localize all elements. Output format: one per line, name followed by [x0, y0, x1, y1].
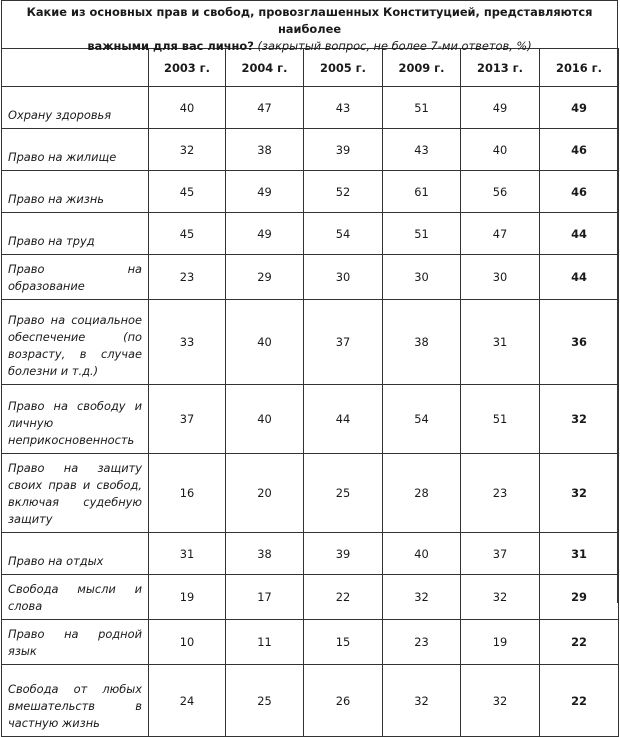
table-cell: 32 — [383, 575, 461, 620]
table-cell: 40 — [383, 533, 461, 575]
table-cell: 54 — [383, 385, 461, 454]
table-cell: 32 — [540, 454, 619, 533]
table-cell: 23 — [149, 255, 226, 300]
row-label: Право на образование — [2, 255, 149, 300]
row-label: Свобода от любых вмешательств в частную жизнь — [2, 665, 149, 737]
table-cell: 52 — [304, 171, 383, 213]
table-cell: 51 — [383, 213, 461, 255]
table-cell: 37 — [149, 385, 226, 454]
table-row — [2, 385, 619, 454]
table-row — [2, 171, 619, 213]
row-label: Право на труд — [2, 213, 149, 255]
table-cell: 32 — [461, 575, 540, 620]
table-cell: 28 — [383, 454, 461, 533]
table-cell: 32 — [383, 665, 461, 737]
table-cell: 19 — [461, 620, 540, 665]
table-cell: 37 — [461, 533, 540, 575]
table-cell: 30 — [383, 255, 461, 300]
table-cell: 29 — [226, 255, 304, 300]
title-line-1: Какие из основных прав и свобод, провозглашенных Конституцией, представляются наиболее — [26, 5, 593, 36]
table-cell: 31 — [461, 300, 540, 385]
table-cell: 25 — [304, 454, 383, 533]
row-label: Охрану здоровья — [2, 87, 149, 129]
table-cell: 51 — [383, 87, 461, 129]
row-label: Право на жилище — [2, 129, 149, 171]
table-cell: 51 — [461, 385, 540, 454]
title-line-2: важными для вас лично? — [87, 39, 254, 53]
table-cell: 22 — [540, 665, 619, 737]
table-cell: 23 — [383, 620, 461, 665]
table-cell: 40 — [461, 129, 540, 171]
table-cell: 44 — [304, 385, 383, 454]
table-cell: 44 — [540, 255, 619, 300]
column-header: 2016 г. — [540, 49, 619, 87]
row-label: Право на отдых — [2, 533, 149, 575]
table-row — [2, 575, 619, 620]
table-cell: 39 — [304, 129, 383, 171]
table-cell: 25 — [226, 665, 304, 737]
table-row — [2, 533, 619, 575]
table-cell: 16 — [149, 454, 226, 533]
table-cell: 38 — [226, 533, 304, 575]
table-row — [2, 454, 619, 533]
column-header: 2004 г. — [226, 49, 304, 87]
row-label: Право на социальное обеспечение (по возрасту, в случае болезни и т.д.) — [2, 300, 149, 385]
column-header: 2009 г. — [383, 49, 461, 87]
row-label: Право на свободу и личную неприкосновенность — [2, 385, 149, 454]
table-cell: 49 — [540, 87, 619, 129]
table-row — [2, 665, 619, 737]
row-label: Свобода мысли и слова — [2, 575, 149, 620]
table-cell: 22 — [304, 575, 383, 620]
table-cell: 11 — [226, 620, 304, 665]
table-cell: 47 — [461, 213, 540, 255]
row-label: Право на защиту своих прав и свобод, включая судебную защиту — [2, 454, 149, 533]
table-cell: 32 — [461, 665, 540, 737]
table-cell: 44 — [540, 213, 619, 255]
row-label: Право на родной язык — [2, 620, 149, 665]
table-cell: 43 — [304, 87, 383, 129]
table-cell: 31 — [540, 533, 619, 575]
table-cell: 38 — [226, 129, 304, 171]
table-cell: 30 — [461, 255, 540, 300]
table-row — [2, 620, 619, 665]
table-cell: 26 — [304, 665, 383, 737]
table-cell: 37 — [304, 300, 383, 385]
table-row — [2, 255, 619, 300]
table-cell: 46 — [540, 129, 619, 171]
table-cell: 47 — [226, 87, 304, 129]
table-cell: 40 — [226, 385, 304, 454]
table-cell: 23 — [461, 454, 540, 533]
table-cell: 49 — [461, 87, 540, 129]
table-cell: 45 — [149, 213, 226, 255]
survey-table — [1, 48, 619, 737]
table-cell: 17 — [226, 575, 304, 620]
title-note: (закрытый вопрос, не более 7-ми ответов, %) — [257, 39, 532, 53]
table-cell: 20 — [226, 454, 304, 533]
table-title — [2, 0, 617, 53]
column-header: 2003 г. — [149, 49, 226, 87]
table-cell: 33 — [149, 300, 226, 385]
table-cell: 36 — [540, 300, 619, 385]
survey-table-container — [1, 0, 618, 730]
table-cell: 29 — [540, 575, 619, 620]
table-cell: 40 — [149, 87, 226, 129]
column-header: 2005 г. — [304, 49, 383, 87]
row-label: Право на жизнь — [2, 171, 149, 213]
table-row — [2, 300, 619, 385]
table-cell: 61 — [383, 171, 461, 213]
table-row — [2, 87, 619, 129]
table-cell: 46 — [540, 171, 619, 213]
table-cell: 32 — [149, 129, 226, 171]
table-cell: 40 — [226, 300, 304, 385]
table-cell: 49 — [226, 171, 304, 213]
table-cell: 19 — [149, 575, 226, 620]
table-cell: 54 — [304, 213, 383, 255]
table-cell: 38 — [383, 300, 461, 385]
table-cell: 56 — [461, 171, 540, 213]
table-cell: 15 — [304, 620, 383, 665]
table-row — [2, 213, 619, 255]
table-cell: 49 — [226, 213, 304, 255]
table-row — [2, 129, 619, 171]
table-cell: 39 — [304, 533, 383, 575]
table-cell: 10 — [149, 620, 226, 665]
column-header: 2013 г. — [461, 49, 540, 87]
table-cell: 45 — [149, 171, 226, 213]
table-cell: 32 — [540, 385, 619, 454]
table-cell: 24 — [149, 665, 226, 737]
table-cell: 43 — [383, 129, 461, 171]
table-cell: 31 — [149, 533, 226, 575]
table-cell: 30 — [304, 255, 383, 300]
table-cell: 22 — [540, 620, 619, 665]
